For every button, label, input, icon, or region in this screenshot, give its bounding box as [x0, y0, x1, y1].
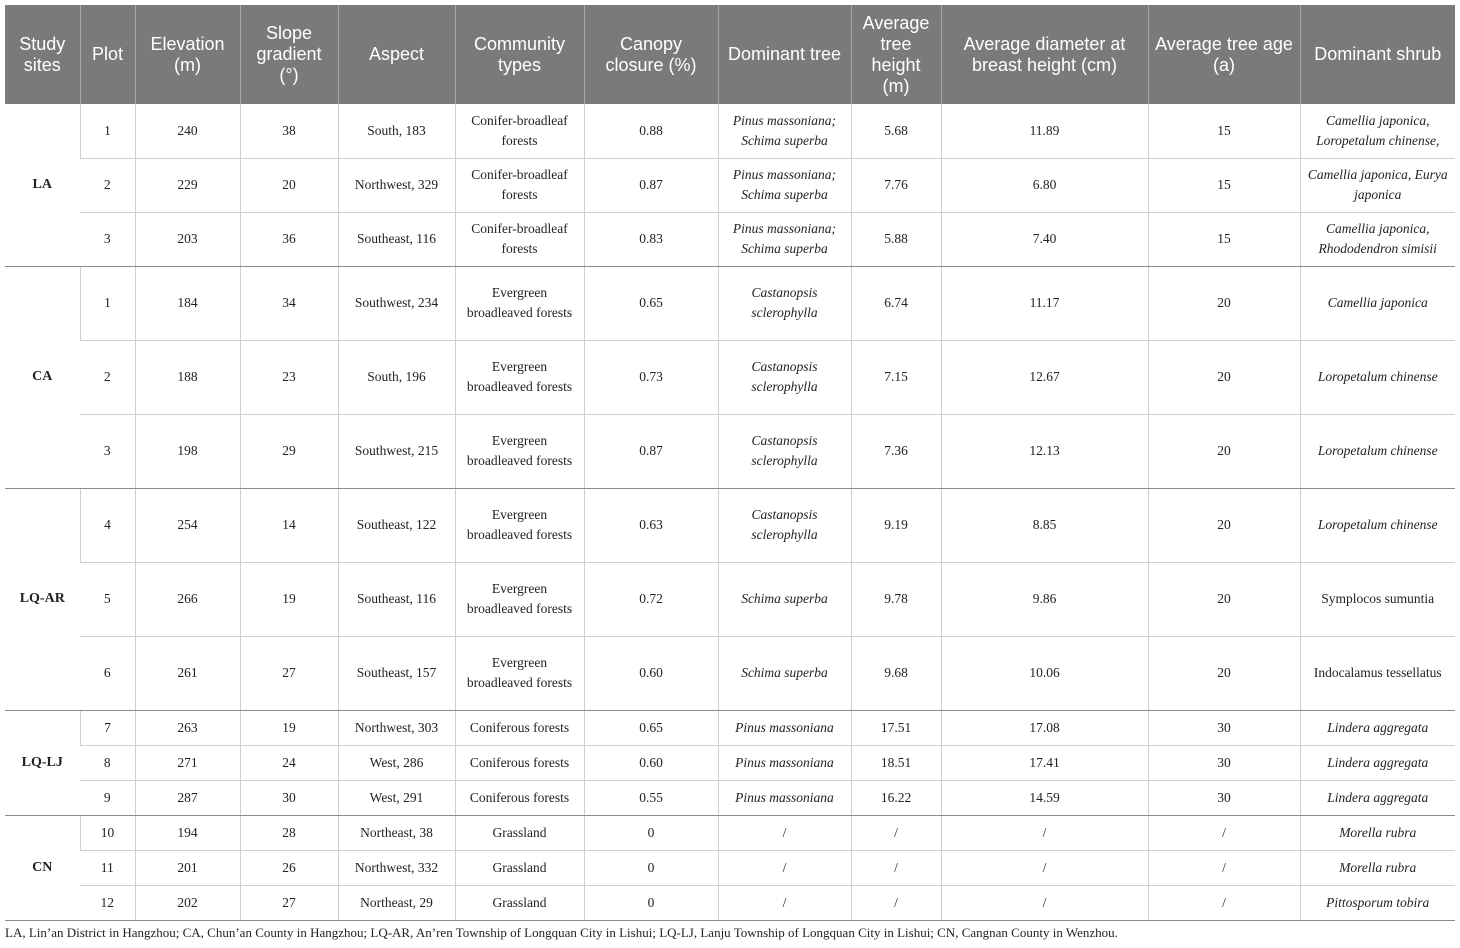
cell-tree-age: / — [1148, 850, 1300, 885]
cell-aspect: West, 286 — [338, 745, 455, 780]
cell-plot: 3 — [80, 414, 135, 488]
cell-community-type: Grassland — [455, 815, 584, 850]
cell-elevation: 188 — [135, 340, 240, 414]
cell-slope: 30 — [240, 780, 338, 815]
cell-aspect: Northwest, 329 — [338, 158, 455, 212]
cell-plot: 2 — [80, 340, 135, 414]
cell-tree-height: 6.74 — [851, 266, 941, 340]
cell-aspect: Southeast, 116 — [338, 212, 455, 266]
table-container — [5, 5, 1455, 921]
table-row — [5, 414, 1455, 488]
cell-plot: 9 — [80, 780, 135, 815]
cell-tree-age: / — [1148, 815, 1300, 850]
cell-dominant-shrub: Camellia japonica, Eurya japonica — [1300, 158, 1455, 212]
table-row — [5, 562, 1455, 636]
cell-dominant-tree: / — [718, 850, 851, 885]
cell-dbh: 8.85 — [941, 488, 1148, 562]
cell-plot: 5 — [80, 562, 135, 636]
cell-tree-age: 20 — [1148, 488, 1300, 562]
cell-plot: 10 — [80, 815, 135, 850]
cell-elevation: 271 — [135, 745, 240, 780]
cell-elevation: 229 — [135, 158, 240, 212]
cell-dominant-shrub: Camellia japonica, Loropetalum chinense, — [1300, 104, 1455, 158]
table-row — [5, 745, 1455, 780]
cell-elevation: 194 — [135, 815, 240, 850]
cell-community-type: Conifer-broadleaf forests — [455, 212, 584, 266]
cell-aspect: Southeast, 157 — [338, 636, 455, 710]
cell-canopy-closure: 0.65 — [584, 266, 718, 340]
cell-tree-height: 16.22 — [851, 780, 941, 815]
cell-dominant-shrub: Indocalamus tessellatus — [1300, 636, 1455, 710]
cell-aspect: West, 291 — [338, 780, 455, 815]
cell-tree-age: 15 — [1148, 104, 1300, 158]
table-row — [5, 104, 1455, 158]
cell-aspect: Northeast, 29 — [338, 885, 455, 920]
cell-community-type: Evergreen broadleaved forests — [455, 266, 584, 340]
cell-tree-height: 5.68 — [851, 104, 941, 158]
cell-canopy-closure: 0.55 — [584, 780, 718, 815]
cell-tree-height: 9.68 — [851, 636, 941, 710]
table-footnote: LA, Lin’an District in Hangzhou; CA, Chun’an County in Hangzhou; LQ-AR, An’ren Township of Longquan City in Lishui; LQ-LJ, Lanju Township of Longquan City in Lishui; CN, Cangnan County in Wenzhou. — [5, 925, 1118, 940]
cell-canopy-closure: 0.87 — [584, 414, 718, 488]
cell-dbh: 6.80 — [941, 158, 1148, 212]
cell-dbh: 17.41 — [941, 745, 1148, 780]
cell-aspect: Southeast, 122 — [338, 488, 455, 562]
table-row — [5, 780, 1455, 815]
cell-elevation: 254 — [135, 488, 240, 562]
header-study-sites: Study sites — [5, 5, 80, 104]
header-average-tree-age: Average tree age (a) — [1148, 5, 1300, 104]
cell-aspect: Northwest, 332 — [338, 850, 455, 885]
cell-community-type: Conifer-broadleaf forests — [455, 158, 584, 212]
cell-study-site: LQ-AR — [5, 488, 80, 710]
cell-elevation: 266 — [135, 562, 240, 636]
table-row — [5, 815, 1455, 850]
cell-plot: 1 — [80, 104, 135, 158]
cell-slope: 29 — [240, 414, 338, 488]
cell-community-type: Conifer-broadleaf forests — [455, 104, 584, 158]
cell-community-type: Grassland — [455, 850, 584, 885]
cell-dominant-tree: Castanopsis sclerophylla — [718, 488, 851, 562]
cell-tree-height: 9.19 — [851, 488, 941, 562]
header-canopy-closure: Canopy closure (%) — [584, 5, 718, 104]
cell-canopy-closure: 0.87 — [584, 158, 718, 212]
cell-community-type: Coniferous forests — [455, 710, 584, 745]
cell-tree-height: 7.36 — [851, 414, 941, 488]
cell-elevation: 261 — [135, 636, 240, 710]
cell-tree-height: 17.51 — [851, 710, 941, 745]
header-dominant-shrub: Dominant shrub — [1300, 5, 1455, 104]
cell-dominant-tree: Pinus massoniana; Schima superba — [718, 212, 851, 266]
cell-tree-age: 20 — [1148, 266, 1300, 340]
table-row — [5, 212, 1455, 266]
cell-dominant-tree: Schima superba — [718, 636, 851, 710]
cell-dbh: 17.08 — [941, 710, 1148, 745]
cell-tree-age: 20 — [1148, 340, 1300, 414]
cell-slope: 28 — [240, 815, 338, 850]
cell-aspect: South, 183 — [338, 104, 455, 158]
cell-dominant-shrub: Lindera aggregata — [1300, 710, 1455, 745]
cell-study-site: CA — [5, 266, 80, 488]
cell-slope: 26 — [240, 850, 338, 885]
cell-tree-height: 7.15 — [851, 340, 941, 414]
cell-dominant-shrub: Camellia japonica, Rhododendron simisii — [1300, 212, 1455, 266]
cell-study-site: LQ-LJ — [5, 710, 80, 815]
cell-tree-height: / — [851, 885, 941, 920]
cell-dominant-tree: Castanopsis sclerophylla — [718, 340, 851, 414]
cell-dominant-tree: Pinus massoniana — [718, 710, 851, 745]
cell-aspect: South, 196 — [338, 340, 455, 414]
cell-plot: 6 — [80, 636, 135, 710]
cell-canopy-closure: 0.63 — [584, 488, 718, 562]
cell-canopy-closure: 0.88 — [584, 104, 718, 158]
cell-canopy-closure: 0 — [584, 850, 718, 885]
cell-study-site: CN — [5, 815, 80, 920]
header-dominant-tree: Dominant tree — [718, 5, 851, 104]
cell-dominant-tree: Schima superba — [718, 562, 851, 636]
cell-canopy-closure: 0 — [584, 815, 718, 850]
cell-study-site: LA — [5, 104, 80, 266]
table-row — [5, 488, 1455, 562]
cell-dbh: / — [941, 885, 1148, 920]
cell-slope: 20 — [240, 158, 338, 212]
cell-dominant-tree: / — [718, 885, 851, 920]
cell-dominant-shrub: Symplocos sumuntia — [1300, 562, 1455, 636]
cell-dbh: / — [941, 815, 1148, 850]
cell-aspect: Southwest, 234 — [338, 266, 455, 340]
cell-tree-height: 7.76 — [851, 158, 941, 212]
cell-dbh: 9.86 — [941, 562, 1148, 636]
table-row — [5, 158, 1455, 212]
header-plot: Plot — [80, 5, 135, 104]
header-row — [5, 5, 1455, 104]
cell-community-type: Coniferous forests — [455, 780, 584, 815]
cell-dominant-tree: Pinus massoniana — [718, 745, 851, 780]
cell-canopy-closure: 0.60 — [584, 745, 718, 780]
cell-elevation: 287 — [135, 780, 240, 815]
cell-aspect: Southwest, 215 — [338, 414, 455, 488]
cell-community-type: Coniferous forests — [455, 745, 584, 780]
cell-dbh: / — [941, 850, 1148, 885]
table-row — [5, 266, 1455, 340]
cell-dominant-tree: Pinus massoniana; Schima superba — [718, 104, 851, 158]
cell-tree-age: 30 — [1148, 710, 1300, 745]
cell-dominant-shrub: Loropetalum chinense — [1300, 488, 1455, 562]
cell-slope: 36 — [240, 212, 338, 266]
cell-aspect: Northwest, 303 — [338, 710, 455, 745]
cell-dominant-shrub: Morella rubra — [1300, 815, 1455, 850]
cell-tree-age: 20 — [1148, 562, 1300, 636]
cell-slope: 38 — [240, 104, 338, 158]
cell-community-type: Evergreen broadleaved forests — [455, 562, 584, 636]
cell-elevation: 198 — [135, 414, 240, 488]
cell-dominant-shrub: Morella rubra — [1300, 850, 1455, 885]
cell-dbh: 10.06 — [941, 636, 1148, 710]
cell-dominant-shrub: Loropetalum chinense — [1300, 340, 1455, 414]
cell-canopy-closure: 0.72 — [584, 562, 718, 636]
cell-community-type: Grassland — [455, 885, 584, 920]
cell-plot: 1 — [80, 266, 135, 340]
cell-slope: 19 — [240, 710, 338, 745]
header-elevation: Elevation (m) — [135, 5, 240, 104]
cell-plot: 8 — [80, 745, 135, 780]
cell-community-type: Evergreen broadleaved forests — [455, 340, 584, 414]
cell-slope: 24 — [240, 745, 338, 780]
cell-tree-age: 20 — [1148, 636, 1300, 710]
cell-dbh: 12.67 — [941, 340, 1148, 414]
cell-canopy-closure: 0 — [584, 885, 718, 920]
cell-tree-height: / — [851, 850, 941, 885]
header-aspect: Aspect — [338, 5, 455, 104]
table-body — [5, 104, 1455, 920]
table-row — [5, 710, 1455, 745]
cell-elevation: 240 — [135, 104, 240, 158]
table-row — [5, 885, 1455, 920]
cell-plot: 2 — [80, 158, 135, 212]
cell-tree-age: 15 — [1148, 158, 1300, 212]
cell-slope: 27 — [240, 885, 338, 920]
header-average-dbh: Average diameter at breast height (cm) — [941, 5, 1148, 104]
cell-dbh: 7.40 — [941, 212, 1148, 266]
cell-dominant-tree: / — [718, 815, 851, 850]
cell-aspect: Southeast, 116 — [338, 562, 455, 636]
table-row — [5, 850, 1455, 885]
cell-dbh: 12.13 — [941, 414, 1148, 488]
cell-elevation: 203 — [135, 212, 240, 266]
cell-slope: 34 — [240, 266, 338, 340]
cell-tree-height: / — [851, 815, 941, 850]
cell-dominant-shrub: Pittosporum tobira — [1300, 885, 1455, 920]
cell-slope: 27 — [240, 636, 338, 710]
cell-dominant-tree: Pinus massoniana; Schima superba — [718, 158, 851, 212]
cell-tree-age: 30 — [1148, 745, 1300, 780]
cell-slope: 23 — [240, 340, 338, 414]
cell-dominant-tree: Castanopsis sclerophylla — [718, 266, 851, 340]
table-row — [5, 340, 1455, 414]
cell-dominant-shrub: Lindera aggregata — [1300, 780, 1455, 815]
header-slope-gradient: Slope gradient (°) — [240, 5, 338, 104]
cell-community-type: Evergreen broadleaved forests — [455, 636, 584, 710]
study-sites-table — [5, 5, 1455, 921]
cell-tree-height: 9.78 — [851, 562, 941, 636]
cell-tree-age: / — [1148, 885, 1300, 920]
header-community-types: Community types — [455, 5, 584, 104]
cell-dominant-shrub: Loropetalum chinense — [1300, 414, 1455, 488]
cell-community-type: Evergreen broadleaved forests — [455, 488, 584, 562]
cell-canopy-closure: 0.60 — [584, 636, 718, 710]
cell-tree-age: 15 — [1148, 212, 1300, 266]
cell-plot: 11 — [80, 850, 135, 885]
cell-canopy-closure: 0.65 — [584, 710, 718, 745]
cell-elevation: 263 — [135, 710, 240, 745]
cell-plot: 4 — [80, 488, 135, 562]
cell-slope: 14 — [240, 488, 338, 562]
cell-slope: 19 — [240, 562, 338, 636]
cell-tree-age: 30 — [1148, 780, 1300, 815]
cell-plot: 3 — [80, 212, 135, 266]
cell-elevation: 184 — [135, 266, 240, 340]
cell-dominant-tree: Castanopsis sclerophylla — [718, 414, 851, 488]
cell-plot: 7 — [80, 710, 135, 745]
cell-canopy-closure: 0.73 — [584, 340, 718, 414]
cell-tree-height: 5.88 — [851, 212, 941, 266]
cell-elevation: 202 — [135, 885, 240, 920]
cell-canopy-closure: 0.83 — [584, 212, 718, 266]
cell-dbh: 14.59 — [941, 780, 1148, 815]
cell-tree-age: 20 — [1148, 414, 1300, 488]
cell-dominant-tree: Pinus massoniana — [718, 780, 851, 815]
cell-community-type: Evergreen broadleaved forests — [455, 414, 584, 488]
cell-aspect: Northeast, 38 — [338, 815, 455, 850]
header-average-tree-height: Average tree height (m) — [851, 5, 941, 104]
cell-tree-height: 18.51 — [851, 745, 941, 780]
table-row — [5, 636, 1455, 710]
cell-elevation: 201 — [135, 850, 240, 885]
cell-dbh: 11.17 — [941, 266, 1148, 340]
cell-dominant-shrub: Lindera aggregata — [1300, 745, 1455, 780]
cell-dominant-shrub: Camellia japonica — [1300, 266, 1455, 340]
cell-plot: 12 — [80, 885, 135, 920]
cell-dbh: 11.89 — [941, 104, 1148, 158]
